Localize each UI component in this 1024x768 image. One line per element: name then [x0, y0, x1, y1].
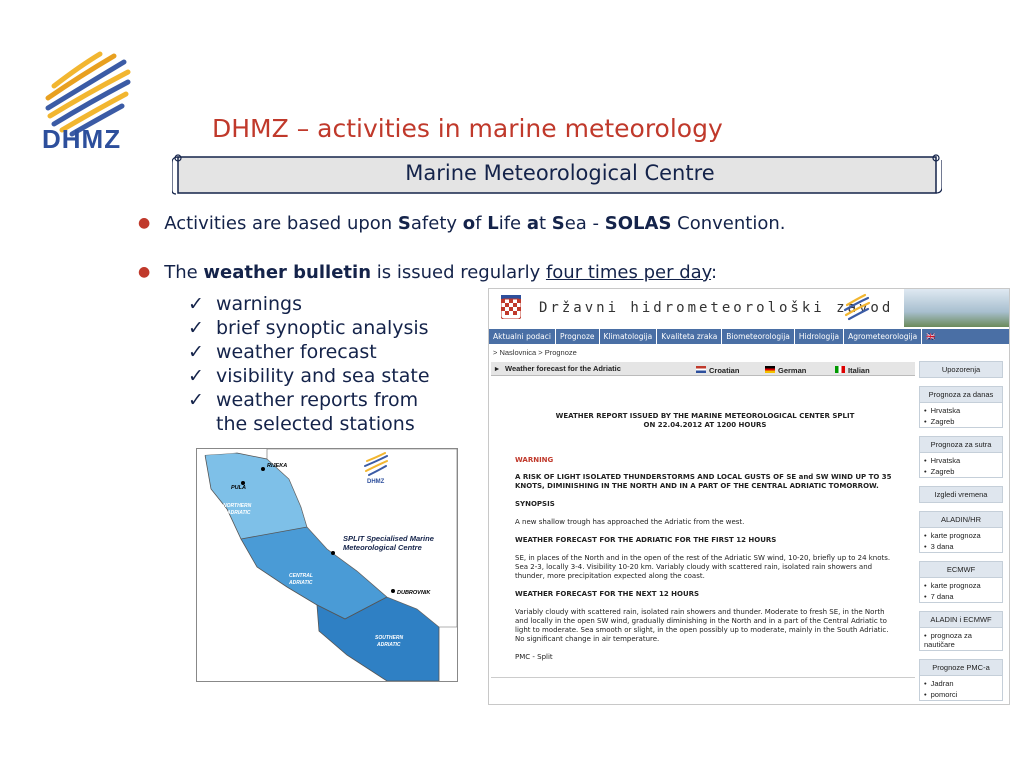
- sidebar-link[interactable]: • Jadran: [920, 678, 1002, 689]
- header-photo: [904, 289, 1009, 327]
- lang-label: German: [778, 366, 807, 375]
- germany-flag-icon: [765, 366, 775, 373]
- lang-german[interactable]: [765, 364, 807, 375]
- site-header: [489, 289, 1009, 327]
- sidebar-box: [919, 561, 1003, 603]
- report-header: [515, 412, 895, 430]
- nav-prognoze[interactable]: Prognoze: [556, 329, 600, 344]
- map-label-split: SPLIT Specialised Marine: [343, 534, 434, 543]
- sidebar-link[interactable]: • karte prognoza: [920, 580, 1002, 591]
- b1-part: Activities are based upon: [164, 213, 398, 234]
- b1-part: ea -: [564, 213, 605, 234]
- sidebar-link[interactable]: • 3 dana: [920, 541, 1002, 552]
- lang-label: Italian: [848, 366, 870, 375]
- b2-underline: four times per day: [545, 262, 712, 283]
- fcnext-text: Variably cloudy with scattered rain, isolated rain showers and thunder. Moderate to fresh SE, in the North and locally in the open SW wind, gradually diminishing in the North and in a part of the Central Adriatic to light to moderate. Sea smooth or slight, in the open possibly up to moderate, mainly in the South Adriatic. No significant change in air temperature.: [515, 608, 889, 643]
- bullet-dot: ●: [138, 264, 151, 280]
- bullet-dot: ●: [138, 215, 151, 231]
- dhmz-website-screenshot: [488, 288, 1010, 705]
- forecast-bar-title: Weather forecast for the Adriatic: [505, 364, 621, 373]
- b1-part: ife: [498, 213, 527, 234]
- breadcrumb[interactable]: > Naslovnica > Prognoze: [493, 348, 577, 357]
- sidebar-link[interactable]: • prognoza za nautičare: [920, 630, 1002, 650]
- sidebar-box-title[interactable]: Prognoza za sutra: [920, 437, 1002, 453]
- italy-flag-icon: [835, 366, 845, 373]
- sidebar-upozorenja[interactable]: Upozorenja: [919, 361, 1003, 378]
- map-label-central2: ADRIATIC: [289, 580, 313, 586]
- arrow-right-icon: ▸: [495, 364, 499, 373]
- nav-aktualni-podaci[interactable]: Aktualni podaci: [489, 329, 556, 344]
- banner-title: Marine Meteorological Centre: [405, 161, 715, 185]
- check-item: [188, 389, 418, 411]
- sidebar-link[interactable]: • Zagreb: [920, 416, 1002, 427]
- adriatic-map-svg: [197, 449, 457, 681]
- sidebar-link[interactable]: • 7 dana: [920, 591, 1002, 602]
- report-bottom-panel: [491, 677, 915, 704]
- b1-part: S: [397, 213, 411, 234]
- lang-croatian[interactable]: [696, 364, 740, 375]
- city-dot: [391, 589, 395, 593]
- report-header-1: WEATHER REPORT ISSUED BY THE MARINE METEOROLOGICAL CENTER SPLIT: [555, 412, 855, 420]
- check-item: [188, 341, 377, 363]
- b2-post: :: [711, 262, 718, 283]
- synopsis-text: A new shallow trough has approached the Adriatic from the west.: [515, 518, 745, 526]
- sidebar-box: [919, 611, 1003, 651]
- b2-bold: weather bulletin: [203, 262, 372, 283]
- fc12-text: SE, in places of the North and in the open of the rest of the Adriatic SW wind, 10-20, briefly up to 24 knots. Sea 2-3, locally 3-4. Visibility 10-20 km. Variably cloudy with scattered rain, isolated rain showers and thunder, more precipitation expected along the coast.: [515, 554, 891, 580]
- synopsis-title: SYNOPSIS: [515, 500, 555, 508]
- check-label: brief synoptic analysis: [216, 317, 429, 339]
- check-icon: ✓: [188, 365, 204, 387]
- bullet-solas: [138, 213, 785, 234]
- fc12-title: WEATHER FORECAST FOR THE ADRIATIC FOR THE FIRST 12 HOURS: [515, 536, 777, 544]
- adriatic-map: [196, 448, 458, 682]
- forecast-bar: [491, 362, 915, 376]
- b1-part: t: [538, 213, 552, 234]
- logo-text: DHMZ: [42, 124, 122, 154]
- sidebar-link[interactable]: • Hrvatska: [920, 455, 1002, 466]
- check-icon: ✓: [188, 293, 204, 315]
- sidebar-box-title[interactable]: ALADIN/HR: [920, 512, 1002, 528]
- sidebar-link[interactable]: • karte prognoza: [920, 530, 1002, 541]
- check-label: weather reports from: [216, 389, 419, 411]
- check-item-cont: [216, 413, 415, 435]
- check-label: the selected stations: [216, 413, 415, 435]
- map-label-split2: Meteorological Centre: [343, 543, 422, 552]
- map-label-south: SOUTHERN: [375, 635, 404, 641]
- bullet-bulletin: [138, 262, 717, 283]
- slide-title: DHMZ – activities in marine meteorology: [212, 114, 723, 143]
- site-sidebar: [919, 361, 1003, 705]
- sidebar-izgledi[interactable]: Izgledi vremena: [919, 486, 1003, 503]
- check-icon: ✓: [188, 389, 204, 411]
- sidebar-box-title[interactable]: ALADIN i ECMWF: [920, 612, 1002, 628]
- b1-part: afety: [410, 213, 463, 234]
- sidebar-box: [919, 436, 1003, 478]
- site-nav: [489, 329, 1009, 344]
- lang-label: Croatian: [709, 366, 740, 375]
- warning-text: A RISK OF LIGHT ISOLATED THUNDERSTORMS AND LOCAL GUSTS OF SE and SW WIND UP TO 35 KNOTS, DIMINISHING IN THE NORTH AND IN A PART OF THE CENTRAL ADRIATIC TOMORROW.: [515, 473, 892, 490]
- map-label-dubrovnik: DUBROVNIK: [397, 590, 431, 596]
- warning-title: WARNING: [515, 456, 554, 464]
- check-icon: ✓: [188, 317, 204, 339]
- b1-part: SOLAS: [604, 213, 672, 234]
- sidebar-box: [919, 386, 1003, 428]
- nav-biometeorologija[interactable]: Biometeorologija: [722, 329, 795, 344]
- map-logo-text: DHMZ: [367, 479, 385, 485]
- check-icon: ✓: [188, 341, 204, 363]
- check-label: visibility and sea state: [216, 365, 430, 387]
- map-label-rijeka: RIJEKA: [267, 463, 288, 469]
- map-label-pula: PULA: [231, 485, 246, 491]
- sidebar-link[interactable]: • Hrvatska: [920, 405, 1002, 416]
- b1-part: Convention.: [671, 213, 786, 234]
- check-item: [188, 293, 302, 315]
- b1-part: f: [475, 213, 488, 234]
- map-label-central: CENTRAL: [289, 573, 313, 579]
- site-name: Državni hidrometeorološki zavod: [539, 300, 894, 316]
- site-logo-icon: [841, 293, 871, 323]
- nav-kvaliteta-zraka[interactable]: Kvaliteta zraka: [657, 329, 722, 344]
- weather-report: [515, 412, 895, 671]
- b2-mid: is issued regularly: [371, 262, 546, 283]
- check-item: [188, 365, 430, 387]
- b1-part: S: [551, 213, 565, 234]
- uk-flag-icon[interactable]: 🇬🇧: [926, 332, 936, 341]
- fcnext-title: WEATHER FORECAST FOR THE NEXT 12 HOURS: [515, 590, 700, 598]
- nav-klimatologija[interactable]: Klimatologija: [600, 329, 658, 344]
- report-header-2: ON 22.04.2012 AT 1200 HOURS: [643, 421, 767, 429]
- croatia-coat-of-arms-icon: [501, 295, 521, 319]
- city-dot: [331, 551, 335, 555]
- sidebar-link[interactable]: • Zagreb: [920, 466, 1002, 477]
- check-label: warnings: [216, 293, 302, 315]
- sidebar-box: [919, 511, 1003, 553]
- city-dot: [261, 467, 265, 471]
- b1-part: o: [462, 213, 476, 234]
- sidebar-box-title[interactable]: Prognoza za danas: [920, 387, 1002, 403]
- b1-part: a: [526, 213, 539, 234]
- nav-agrometeorologija[interactable]: Agrometeorologija: [844, 329, 922, 344]
- check-label: weather forecast: [216, 341, 377, 363]
- lang-italian[interactable]: [835, 364, 870, 375]
- map-label-south2: ADRIATIC: [377, 642, 401, 648]
- croatia-flag-icon: [696, 366, 706, 373]
- check-item: [188, 317, 429, 339]
- map-label-north: NORTHERN: [223, 503, 252, 509]
- sidebar-box-title[interactable]: ECMWF: [920, 562, 1002, 578]
- sidebar-link[interactable]: • pomorci: [920, 689, 1002, 700]
- sidebar-box-title[interactable]: Prognoze PMC-a: [920, 660, 1002, 676]
- sidebar-box: [919, 659, 1003, 701]
- map-label-north2: ADRIATIC: [227, 510, 251, 516]
- b1-part: L: [487, 213, 499, 234]
- report-signature: PMC - Split: [515, 653, 553, 661]
- b2-pre: The: [164, 262, 204, 283]
- nav-hidrologija[interactable]: Hidrologija: [795, 329, 844, 344]
